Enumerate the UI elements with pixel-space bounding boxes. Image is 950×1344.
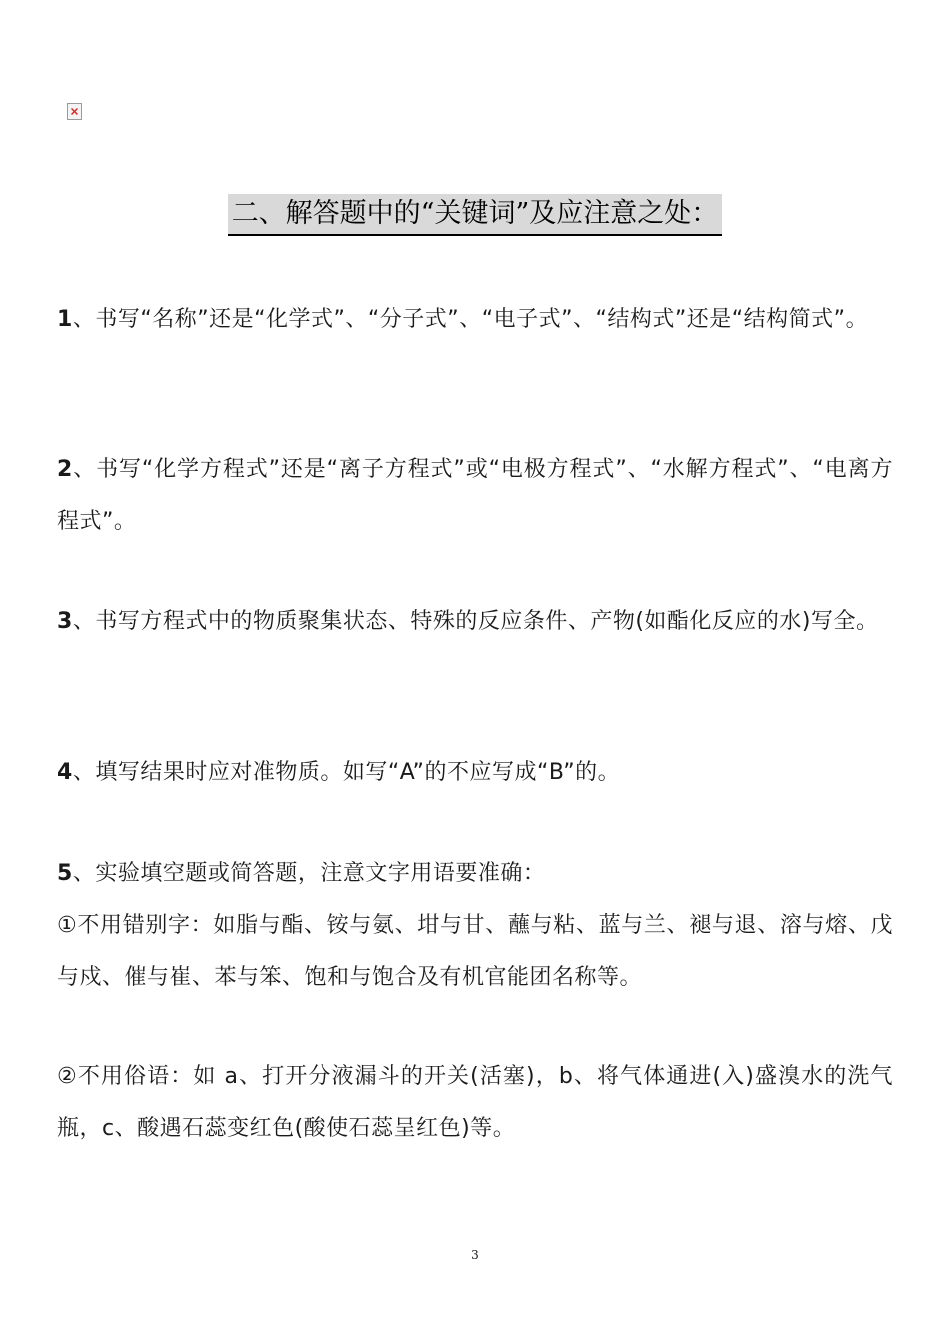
page-number: 3 [471, 1248, 479, 1262]
sub-item-1 [57, 900, 893, 1004]
item-number: 2 [57, 457, 73, 482]
broken-image-icon [67, 103, 82, 120]
sub-item-2 [57, 1051, 893, 1155]
sub-item-text: ①不用错别字：如脂与酯、铵与氨、坩与甘、蘸与粘、蓝与兰、褪与退、溶与熔、戊与戍、催与崔、苯与笨、饱和与饱合及有机官能团名称等。 [57, 913, 893, 990]
item-number: 4 [57, 760, 73, 785]
item-text: 、书写“化学方程式”还是“离子方程式”或“电极方程式”、“水解方程式”、“电离方程式”。 [57, 457, 893, 534]
list-item-5 [57, 848, 893, 900]
item-text: 、实验填空题或简答题，注意文字用语要准确： [72, 861, 546, 886]
title-container [0, 194, 950, 236]
item-number: 5 [57, 861, 73, 886]
list-item-2 [57, 444, 893, 548]
list-item-1 [57, 294, 893, 346]
item-text: 、书写“名称”还是“化学式”、“分子式”、“电子式”、“结构式”还是“结构简式”。 [72, 307, 869, 332]
list-item-4 [57, 747, 893, 799]
item-text: 、填写结果时应对准物质。如写“A”的不应写成“B”的。 [72, 760, 621, 785]
section-title: 二、解答题中的“关键词”及应注意之处： [228, 194, 723, 236]
item-number: 3 [57, 609, 73, 634]
list-item-3 [57, 596, 893, 648]
sub-item-text: ②不用俗语：如 a、打开分液漏斗的开关(活塞)，b、将气体通进(入)盛溴水的洗气瓶，c、酸遇石蕊变红色(酸使石蕊呈红色)等。 [57, 1064, 893, 1141]
item-number: 1 [57, 307, 73, 332]
item-text: 、书写方程式中的物质聚集状态、特殊的反应条件、产物(如酯化反应的水)写全。 [72, 609, 879, 634]
